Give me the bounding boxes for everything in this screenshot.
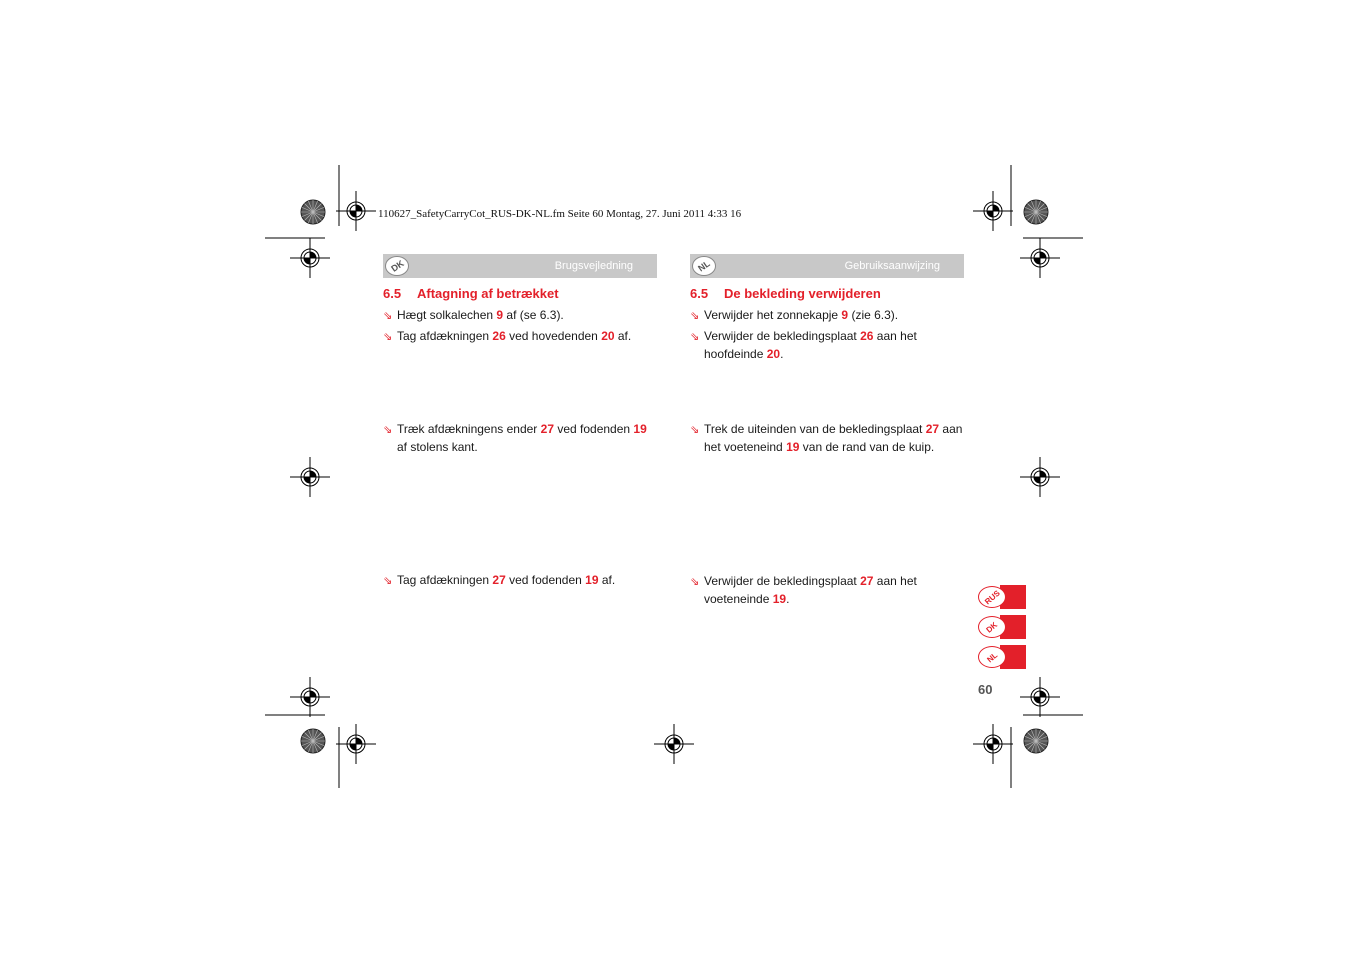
- step-arrow-icon: ⇘: [690, 331, 700, 343]
- language-badge-rus: RUS: [978, 586, 1006, 608]
- section-title: [383, 286, 559, 301]
- instruction-step-2: ⇘ Verwijder de bekledingsplaat 26 aan het hoofdeinde 20.: [690, 329, 917, 361]
- instruction-step-1: ⇘ Verwijder het zonnekapje 9 (zie 6.3).: [690, 307, 970, 325]
- step-arrow-icon: ⇘: [383, 575, 393, 587]
- section-heading: Aftagning af betrækket: [417, 286, 559, 301]
- language-tab-nl[interactable]: [978, 645, 1026, 669]
- step-arrow-icon: ⇘: [690, 310, 700, 322]
- language-tab-dk[interactable]: [978, 615, 1026, 639]
- language-badge-dk: DK: [385, 256, 409, 276]
- step-arrow-icon: ⇘: [690, 576, 700, 588]
- section-title: [690, 286, 881, 301]
- instruction-step-4: ⇘ Verwijder de bekledingsplaat 27 aan het voeteneinde 19.: [690, 574, 917, 606]
- instruction-step-1: ⇘ Hægt solkalechen 9 af (se 6.3).: [383, 307, 663, 325]
- column-nl: [690, 254, 964, 614]
- instruction-step-2: ⇘ Tag afdækningen 26 ved hovedenden 20 af.: [383, 328, 663, 346]
- header-title: Brugsvejledning: [554, 260, 633, 272]
- file-header: 110627_SafetyCarryCot_RUS-DK-NL.fm Seite 60 Montag, 27. Juni 2011 4:33 16: [378, 208, 742, 220]
- header-title: Gebruiksaanwijzing: [844, 260, 940, 272]
- column-header-nl: [690, 254, 964, 278]
- column-header-dk: [383, 254, 657, 278]
- language-badge-nl: NL: [692, 256, 716, 276]
- language-badge-nl: NL: [978, 646, 1006, 668]
- step-arrow-icon: ⇘: [690, 424, 700, 436]
- instruction-step-3: ⇘ Træk afdækningens ender 27 ved fodenden 19 af stolens kant.: [383, 422, 647, 454]
- step-arrow-icon: ⇘: [383, 331, 393, 343]
- section-number: 6.5: [383, 286, 402, 301]
- step-arrow-icon: ⇘: [383, 310, 393, 322]
- section-number: 6.5: [690, 286, 709, 301]
- instruction-step-4: ⇘ Tag afdækningen 27 ved fodenden 19 af.: [383, 572, 663, 590]
- step-arrow-icon: ⇘: [383, 424, 393, 436]
- page-number: 60: [978, 682, 993, 697]
- instruction-step-3: ⇘ Trek de uiteinden van de bekledingsplaat 27 aan het voeteneind 19 van de rand van de kuip.: [690, 422, 963, 454]
- column-dk: [383, 254, 657, 614]
- section-heading: De bekleding verwijderen: [724, 286, 881, 301]
- language-badge-dk: DK: [978, 616, 1006, 638]
- language-tab-rus[interactable]: [978, 585, 1026, 609]
